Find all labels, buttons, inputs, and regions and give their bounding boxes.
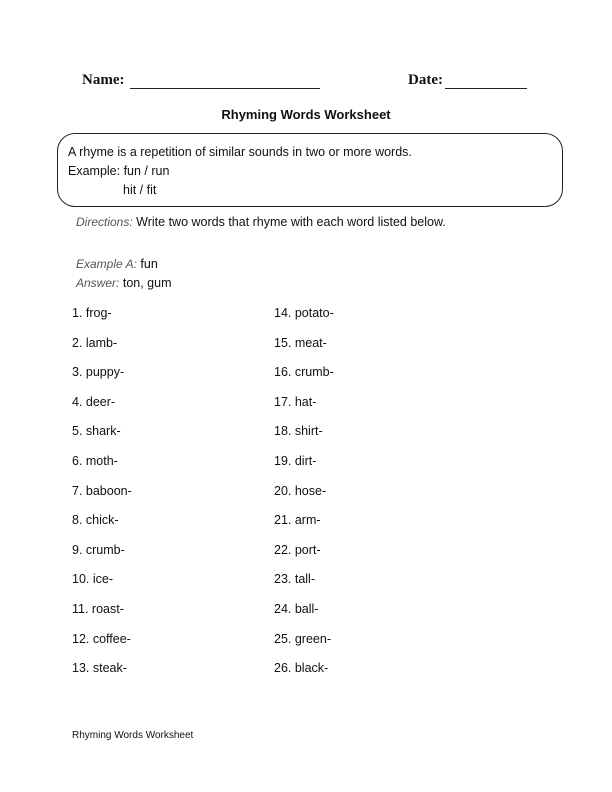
list-item: 24. ball- [274, 601, 319, 616]
list-item: 7. baboon- [72, 483, 132, 498]
example-label: Example A: [76, 257, 137, 271]
example-line-2: hit / fit [123, 183, 157, 197]
list-item: 15. meat- [274, 335, 327, 350]
directions-label: Directions: [76, 215, 133, 229]
directions [76, 215, 446, 229]
list-item: 20. hose- [274, 483, 327, 498]
list-item: 12. coffee- [72, 631, 131, 646]
example-answer: ton, gum [122, 276, 172, 290]
list-item: 4. deer- [72, 394, 116, 409]
rhyme-definition-text [68, 143, 412, 200]
list-item: 5. shark- [72, 424, 121, 439]
worksheet-title: Rhyming Words Worksheet [221, 107, 391, 122]
word-list-left [72, 305, 132, 690]
list-item: 22. port- [274, 542, 321, 557]
list-item: 18. shirt- [274, 424, 323, 439]
date-blank-line[interactable] [445, 88, 527, 89]
answer-label: Answer: [76, 276, 120, 290]
list-item: 1. frog- [72, 306, 112, 320]
example-block [76, 255, 171, 293]
list-item: 21. arm- [274, 513, 321, 528]
list-item: 26. black- [274, 661, 329, 676]
list-item: 8. chick- [72, 513, 119, 528]
directions-text: Write two words that rhyme with each word listed below. [136, 215, 446, 229]
list-item: 2. lamb- [72, 335, 118, 350]
list-item: 23. tall- [274, 572, 315, 587]
list-item: 19. dirt- [274, 453, 317, 468]
list-item: 14. potato- [274, 306, 334, 320]
example-line: Example: fun / run [68, 164, 170, 178]
name-label: Name: [82, 72, 125, 88]
word-list-right [274, 305, 334, 690]
example-word: fun [140, 257, 158, 271]
list-item: 16. crumb- [274, 365, 334, 380]
list-item: 17. hat- [274, 394, 317, 409]
list-item: 3. puppy- [72, 365, 125, 380]
list-item: 13. steak- [72, 661, 127, 676]
date-label: Date: [408, 72, 443, 88]
list-item: 25. green- [274, 631, 331, 646]
list-item: 6. moth- [72, 453, 118, 468]
definition-line: A rhyme is a repetition of similar sounds in two or more words. [68, 145, 412, 159]
list-item: 10. ice- [72, 572, 113, 587]
name-blank-line[interactable] [130, 88, 320, 89]
footer-text: Rhyming Words Worksheet [72, 730, 194, 741]
list-item: 11. roast- [72, 601, 124, 616]
list-item: 9. crumb- [72, 542, 125, 557]
